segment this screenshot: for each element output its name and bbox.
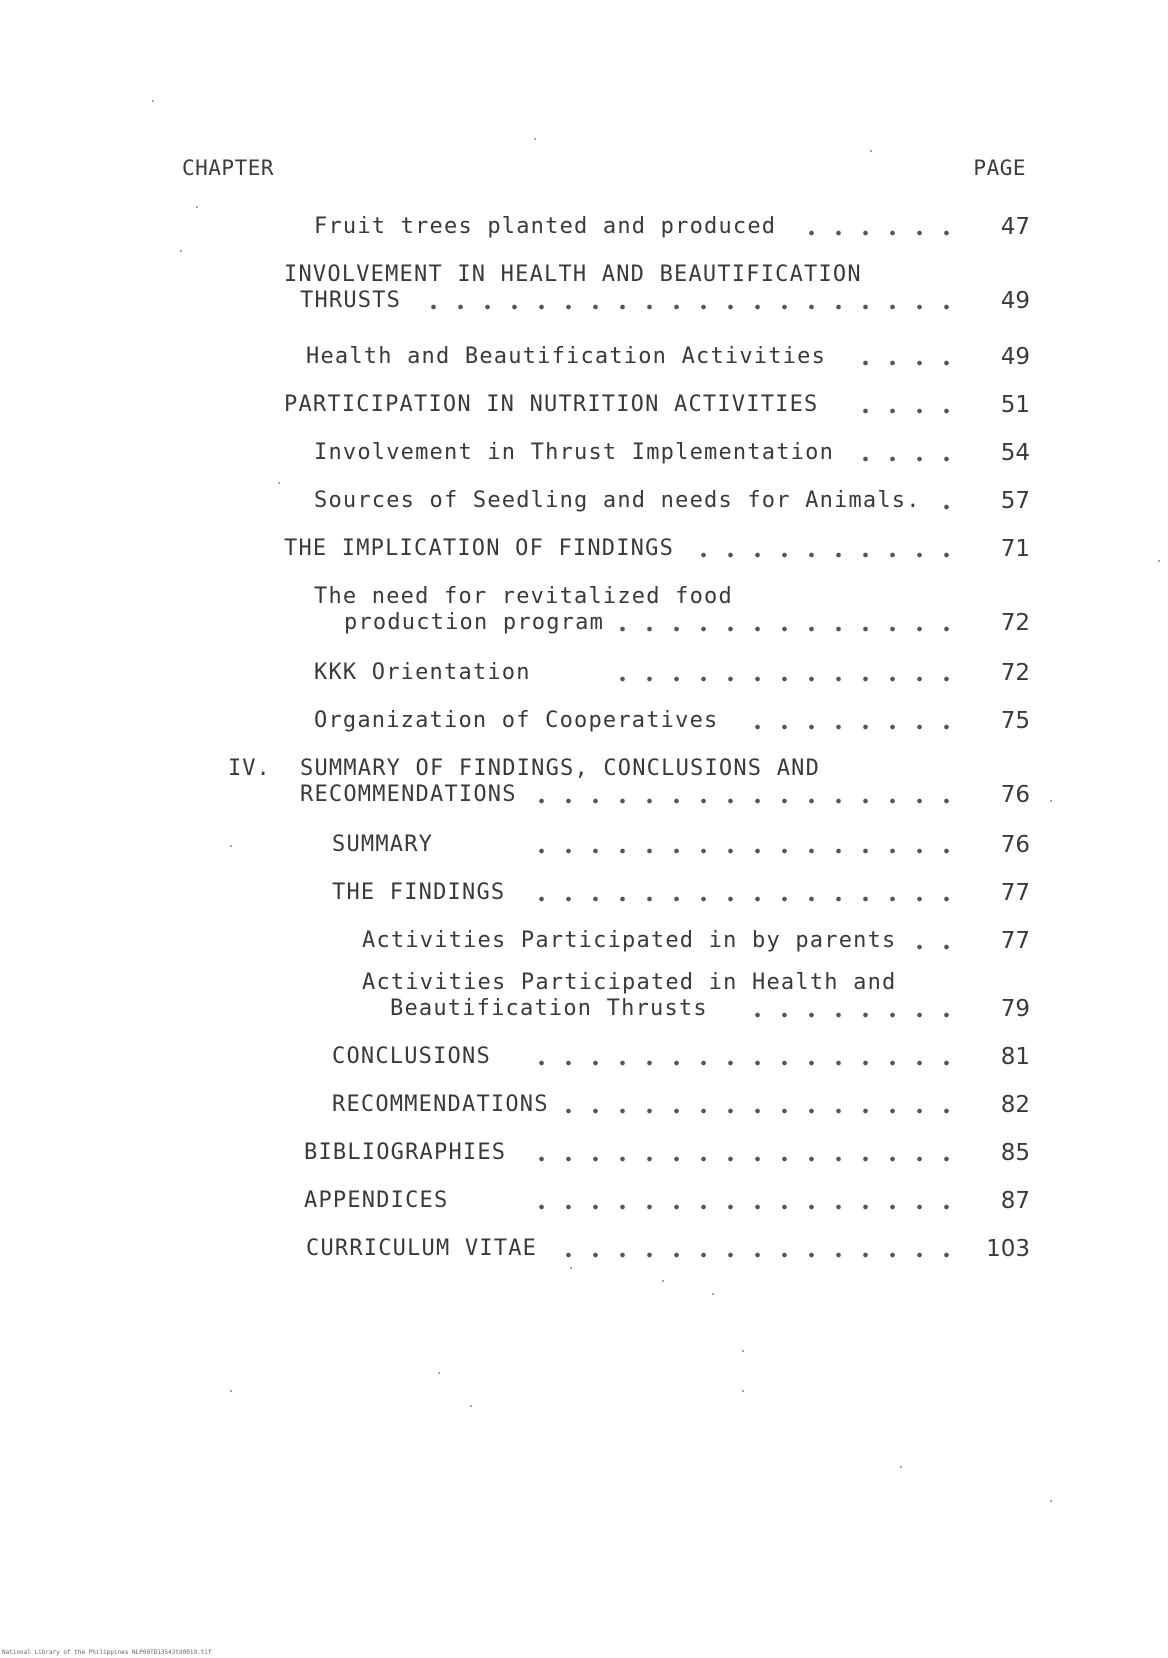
entry-title: RECOMMENDATIONS xyxy=(332,1092,549,1117)
page-number: 49 xyxy=(1000,288,1030,314)
entry-title: SUMMARY xyxy=(332,832,434,857)
page-number: 49 xyxy=(1000,344,1030,370)
leader-dots xyxy=(740,1010,960,1020)
entry-title: BIBLIOGRAPHIES xyxy=(304,1140,507,1165)
leader-dots xyxy=(610,624,960,634)
page-number: 76 xyxy=(1000,832,1030,858)
entry-title: THE IMPLICATION OF FINDINGS xyxy=(284,536,675,561)
page-column-heading: PAGE xyxy=(973,156,1026,180)
entry-title-continued: production program xyxy=(344,610,605,635)
page-number: 71 xyxy=(1000,536,1030,562)
leader-dots xyxy=(790,228,960,238)
page-number: 85 xyxy=(1000,1140,1030,1166)
page-number: 54 xyxy=(1000,440,1030,466)
leader-dots xyxy=(535,1154,960,1164)
page-number: 72 xyxy=(1000,660,1030,686)
entry-title: Organization of Cooperatives xyxy=(314,708,719,733)
entry-title: Sources of Seedling and needs for Animals. xyxy=(314,488,921,513)
page-number: 77 xyxy=(1000,928,1030,954)
page-number: 72 xyxy=(1000,610,1030,636)
page-number: 75 xyxy=(1000,708,1030,734)
entry-title: APPENDICES xyxy=(304,1188,449,1213)
page-number: 47 xyxy=(1000,214,1030,240)
leader-dots xyxy=(530,846,960,856)
leader-dots xyxy=(418,302,960,312)
leader-dots xyxy=(925,502,960,512)
leader-dots xyxy=(855,406,960,416)
entry-title: Health and Beautification Activities xyxy=(306,344,827,369)
entry-title: CURRICULUM VITAE xyxy=(306,1236,538,1261)
leader-dots xyxy=(565,1250,960,1260)
entry-title: SUMMARY OF FINDINGS, CONCLUSIONS AND xyxy=(300,756,821,781)
page-number: 103 xyxy=(986,1236,1030,1262)
entry-title-continued: THRUSTS xyxy=(300,288,402,313)
leader-dots xyxy=(690,550,960,560)
leader-dots xyxy=(525,796,960,806)
entry-title: THE FINDINGS xyxy=(332,880,506,905)
leader-dots xyxy=(535,1202,960,1212)
leader-dots xyxy=(915,942,960,952)
entry-title: CONCLUSIONS xyxy=(332,1044,491,1069)
page-number: 82 xyxy=(1000,1092,1030,1118)
leader-dots xyxy=(745,722,960,732)
chapter-column-heading: CHAPTER xyxy=(182,156,275,180)
entry-title: KKK Orientation xyxy=(314,660,531,685)
page-number: 76 xyxy=(1000,782,1030,808)
page-number: 87 xyxy=(1000,1188,1030,1214)
page-number: 57 xyxy=(1000,488,1030,514)
leader-dots xyxy=(855,454,960,464)
entry-title: INVOLVEMENT IN HEALTH AND BEAUTIFICATION xyxy=(284,262,862,287)
entry-title: The need for revitalized food xyxy=(314,584,733,609)
leader-dots xyxy=(565,1106,960,1116)
entry-title: PARTICIPATION IN NUTRITION ACTIVITIES xyxy=(284,392,819,417)
leader-dots xyxy=(855,358,960,368)
scan-footer: National Library of the Philippines NLP00TD13543td0019.tif xyxy=(2,1649,212,1656)
entry-title: Activities Participated in Health and xyxy=(362,970,897,995)
page-number: 81 xyxy=(1000,1044,1030,1070)
entry-title: Fruit trees planted and produced xyxy=(314,214,777,239)
entry-title-continued: RECOMMENDATIONS xyxy=(300,782,517,807)
page-number: 51 xyxy=(1000,392,1030,418)
entry-title-continued: Beautification Thrusts xyxy=(390,996,708,1021)
leader-dots xyxy=(530,894,960,904)
leader-dots xyxy=(610,674,960,684)
page-number: 79 xyxy=(1000,996,1030,1022)
leader-dots xyxy=(535,1058,960,1068)
page-number: 77 xyxy=(1000,880,1030,906)
chapter-number: IV. xyxy=(228,756,271,781)
entry-title: Involvement in Thrust Implementation xyxy=(314,440,835,465)
entry-title: Activities Participated in by parents xyxy=(362,928,897,953)
